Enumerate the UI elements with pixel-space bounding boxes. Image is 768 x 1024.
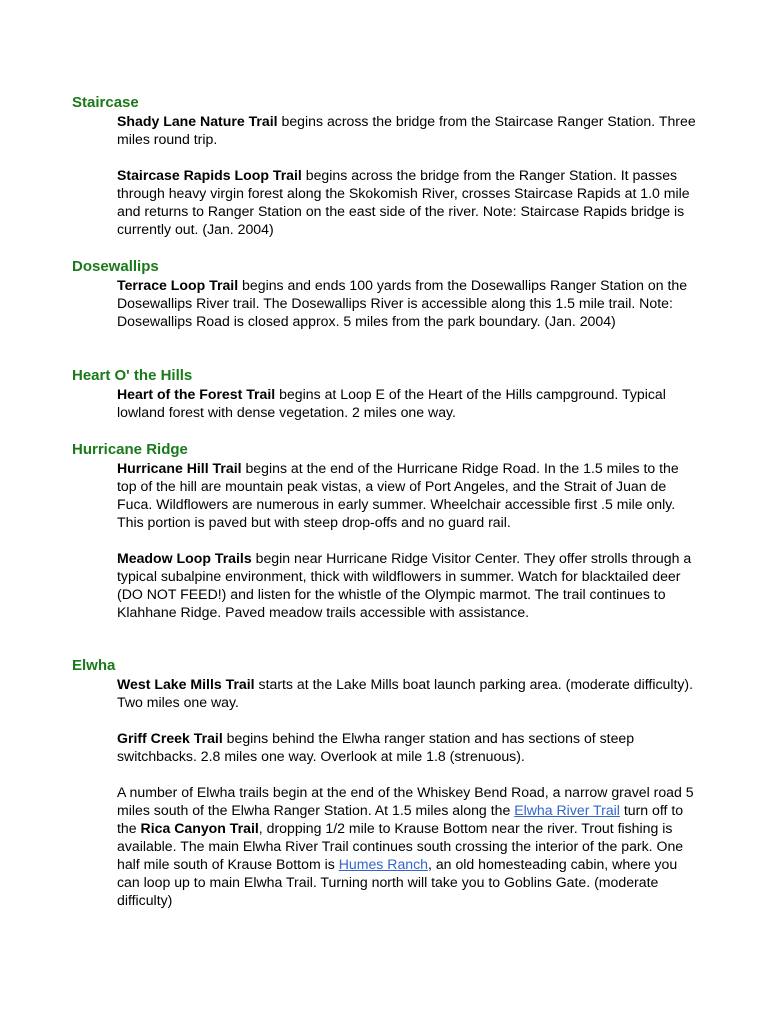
section-elwha <box>72 657 702 909</box>
trail-paragraph-griff-creek <box>117 729 702 765</box>
paragraph-text-part: A number of Elwha trails begin at the end of the Whiskey Bend Road, a narrow gravel road 5 miles south of the Elwha Ranger Station. At 1.5 miles along the <box>117 784 694 818</box>
paragraph-text-part: , an old homesteading cabin, where you can loop up to main Elwha Trail. Turning north will take you to Goblins Gate. (moderate difficulty) <box>117 856 678 908</box>
trail-name-hurricane-hill: Hurricane Hill Trail <box>117 460 242 476</box>
trail-paragraph-terrace-loop <box>117 276 702 330</box>
trail-paragraph-heart-of-the-forest <box>117 385 702 421</box>
section-title-elwha: Elwha <box>72 657 116 674</box>
trail-paragraph-hurricane-hill <box>117 459 702 531</box>
trail-paragraph-west-lake-mills <box>117 675 702 711</box>
trail-description-griff-creek: begins behind the Elwha ranger station and has sections of steep switchbacks. 2.8 miles one way. Overlook at mile 1.8 (strenuous). <box>117 730 635 764</box>
trail-name-heart-of-the-forest: Heart of the Forest Trail <box>117 386 276 402</box>
section-staircase <box>72 94 702 238</box>
trail-description-hurricane-hill: begins at the end of the Hurricane Ridge Road. In the 1.5 miles to the top of the hill are mountain peak vistas, a view of Port Angeles, and the Strait of Juan de Fuca. Wildflowers are numerous in early summer. Wheelchair accessible first .5 mile only. This portion is paved but with steep drop-offs and no guard rail. <box>117 460 679 530</box>
trail-name-west-lake-mills: West Lake Mills Trail <box>117 676 255 692</box>
trail-description-meadow-loop: begin near Hurricane Ridge Visitor Center. They offer strolls through a typical subalpine environment, thick with wildflowers in summer. Watch for blacktailed deer (DO NOT FEED!) and listen for the whistle of the Olympic marmot. The trail continues to Klahhane Ridge. Paved meadow trails accessible with assistance. <box>117 550 692 620</box>
paragraph-text-part: , dropping 1/2 mile to Krause Bottom near the river. Trout fishing is available. The main Elwha River Trail continues south crossing the interior of the park. One half mile south of Krause Bottom is <box>117 820 684 872</box>
trail-paragraph-whiskey-bend <box>117 783 702 909</box>
trail-description-heart-of-the-forest: begins at Loop E of the Heart of the Hills campground. Typical lowland forest with dense vegetation. 2 miles one way. <box>117 386 666 420</box>
paragraph-text-part: turn off to the <box>117 802 684 836</box>
section-title-staircase: Staircase <box>72 94 139 111</box>
section-title-heart-o-the-hills: Heart O' the Hills <box>72 367 193 384</box>
trail-name-griff-creek: Griff Creek Trail <box>117 730 223 746</box>
section-dosewallips <box>72 258 702 330</box>
trail-description-shady-lane: begins across the bridge from the Staircase Ranger Station. Three miles round trip. <box>117 113 696 147</box>
trail-paragraph-staircase-rapids <box>117 166 702 238</box>
section-hurricane-ridge <box>72 441 702 621</box>
trail-name-terrace-loop: Terrace Loop Trail <box>117 277 239 293</box>
trail-name-meadow-loop: Meadow Loop Trails <box>117 550 252 566</box>
section-title-hurricane-ridge: Hurricane Ridge <box>72 441 188 458</box>
elwha-river-trail-link[interactable]: Elwha River Trail <box>514 802 620 818</box>
trail-description-west-lake-mills: starts at the Lake Mills boat launch parking area. (moderate difficulty). Two miles one way. <box>117 676 694 710</box>
trail-paragraph-meadow-loop <box>117 549 702 621</box>
trail-paragraph-shady-lane <box>117 112 702 148</box>
trail-name-shady-lane: Shady Lane Nature Trail <box>117 113 278 129</box>
trail-description-staircase-rapids: begins across the bridge from the Ranger Station. It passes through heavy virgin forest along the Skokomish River, crosses Staircase Rapids at 1.0 mile and returns to Ranger Station on the east side of the river. Note: Staircase Rapids bridge is currently out. (Jan. 2004) <box>117 167 690 237</box>
section-heart-o-the-hills <box>72 367 702 421</box>
section-title-dosewallips: Dosewallips <box>72 258 159 275</box>
trail-name-staircase-rapids: Staircase Rapids Loop Trail <box>117 167 302 183</box>
trail-name-rica-canyon: Rica Canyon Trail <box>140 820 259 836</box>
trail-description-terrace-loop: begins and ends 100 yards from the Dosewallips Ranger Station on the Dosewallips River trail. The Dosewallips River is accessible along this 1.5 mile trail. Note: Dosewallips Road is closed approx. 5 miles from the park boundary. (Jan. 2004) <box>117 277 688 329</box>
humes-ranch-link[interactable]: Humes Ranch <box>338 856 429 872</box>
